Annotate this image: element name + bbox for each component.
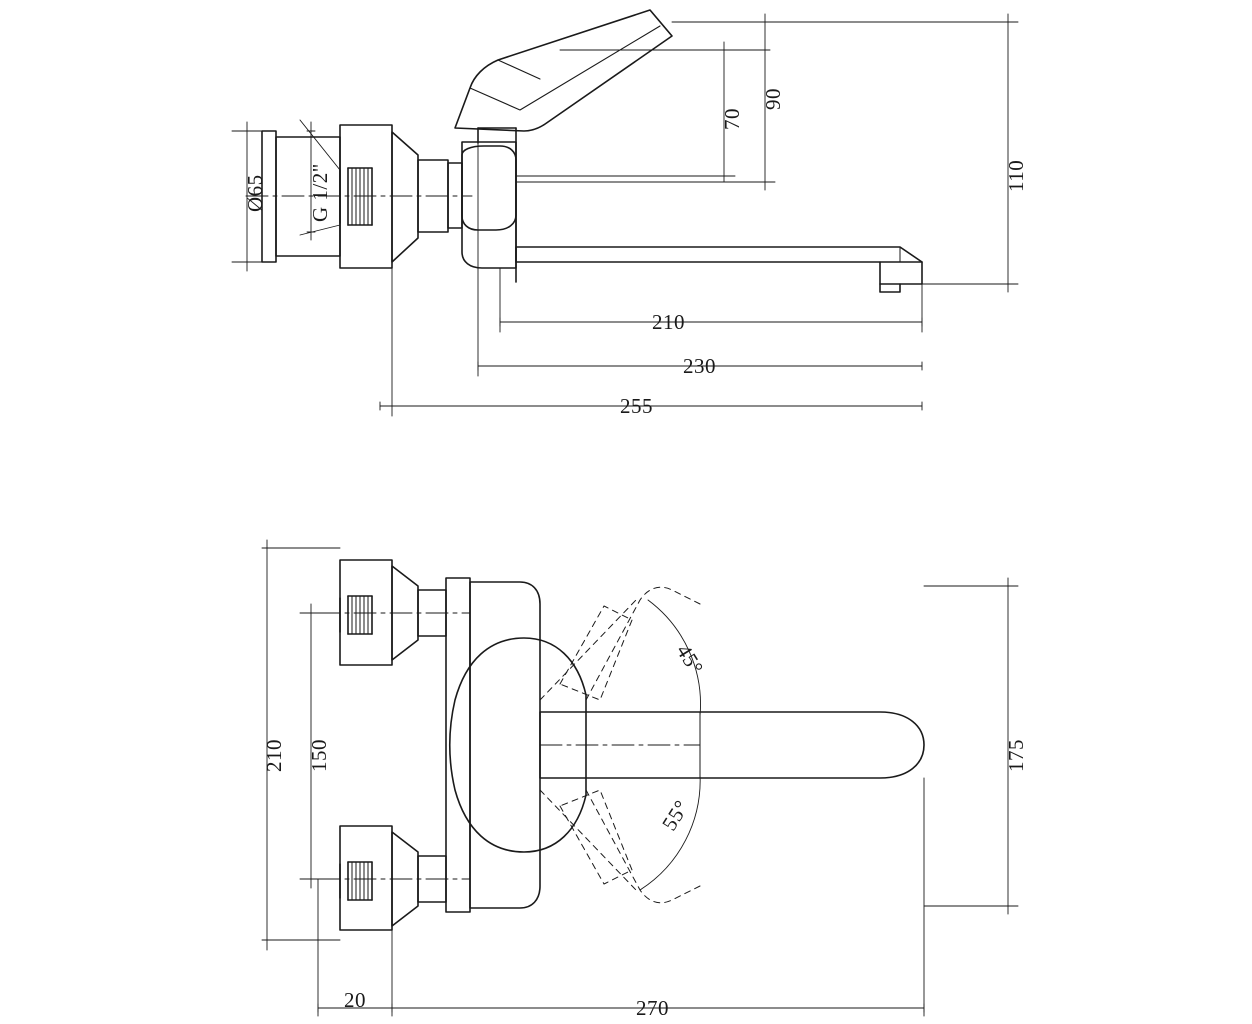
dim-label-255: 255 [620, 394, 653, 418]
dim-label-150: 150 [307, 739, 331, 772]
lever-handle-side [455, 10, 672, 131]
dim-label-210: 210 [652, 310, 685, 334]
dim-label-20: 20 [344, 988, 366, 1012]
dim-label-175: 175 [1004, 739, 1028, 772]
spout-side [516, 247, 922, 292]
dim-label-55deg: 55° [657, 795, 694, 835]
wall-flange-front-lower [340, 826, 446, 930]
angle-dimension-arcs [540, 600, 701, 890]
dimension-lines-side [232, 14, 1018, 416]
dim-label-g-half: G 1/2" [308, 163, 332, 222]
dim-label-110: 110 [1004, 159, 1028, 192]
dim-label-70: 70 [720, 108, 744, 130]
mixer-body-side [462, 128, 516, 282]
dim-label-210-front: 210 [262, 739, 286, 772]
dim-label-90: 90 [761, 88, 785, 110]
dim-label-270: 270 [636, 996, 669, 1020]
dim-label-d65: Ø65 [243, 174, 267, 212]
dim-label-45deg: 45° [671, 640, 709, 679]
dim-label-230: 230 [683, 354, 716, 378]
mixer-body-front [446, 578, 586, 912]
